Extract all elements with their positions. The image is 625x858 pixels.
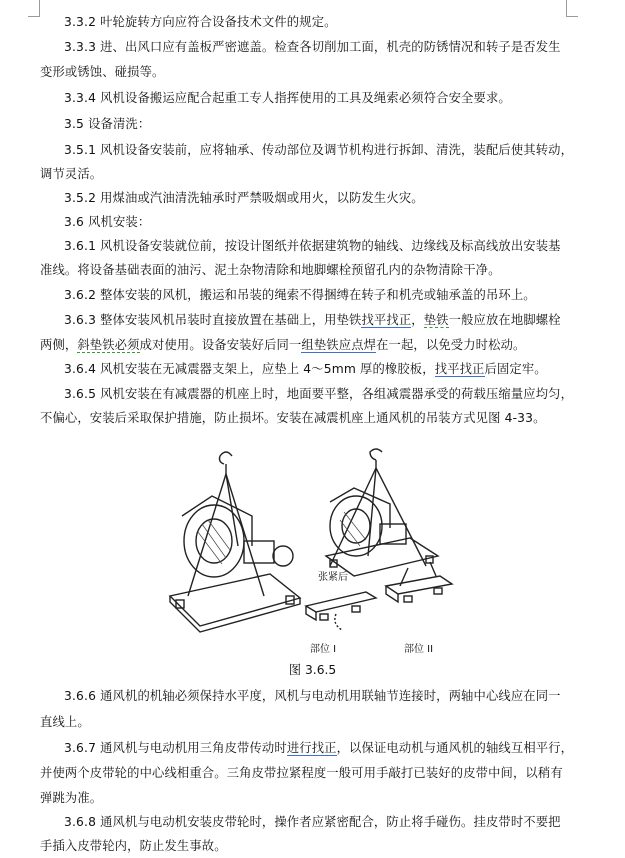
para-3-5-1-line1: 3.5.1 风机设备安装前，应将轴承、传动部位及调节机构进行拆卸、清洗，装配后使其转动， xyxy=(64,143,574,157)
para-3-6-8-line2: 手插入皮带轮内，防止发生事故。 xyxy=(40,839,227,853)
crane-hook-left xyxy=(220,452,233,464)
para-3-5-2: 3.5.2 用煤油或汽油清洗轴承时严禁吸烟或用火，以防发生火灾。 xyxy=(64,191,424,205)
para-3-6-7-line1 xyxy=(64,736,574,760)
text-span: 在一起，以免受力时松动。 xyxy=(376,338,526,352)
text-span: ，以保证电动机与通风机的轴线互相平行， xyxy=(336,741,574,755)
grammar-underline: 组垫铁应点焊 xyxy=(301,338,377,352)
para-3-6-5-line2: 不偏心，安装后采取保护措施，防止损坏。安装在减震机座上通风机的吊装方式见图 4-33。 xyxy=(40,411,546,425)
text-span: 成对使用。设备安装好后同一 xyxy=(139,338,302,352)
spell-underline: 垫铁 xyxy=(423,313,449,327)
para-3-6-6-line2: 直线上。 xyxy=(40,715,90,729)
para-3-6-2: 3.6.2 整体安装的风机，搬运和吊装的绳索不得捆缚在转子和机壳或轴承盖的吊环上。 xyxy=(64,288,536,302)
text-span: 3.6.3 整体安装风机吊装时直接放置在基础上，用垫铁 xyxy=(64,313,362,327)
heading-3-6: 3.6 风机安装： xyxy=(64,215,151,229)
fan-hoisting-illustration xyxy=(168,446,458,658)
pulley-left xyxy=(273,546,293,566)
heading-3-5: 3.5 设备清洗： xyxy=(64,117,151,131)
para-3-3-4: 3.3.4 风机设备搬运应配合起重工专人指挥使用的工具及绳索必须符合安全要求。 xyxy=(64,91,511,105)
text-span: ， xyxy=(411,313,424,327)
para-3-3-3-line2: 变形或锈蚀、碰损等。 xyxy=(40,65,165,79)
para-3-6-6-line1: 3.6.6 通风机的机轴必须保持水平度，风机与电动机用联轴节连接时，两轴中心线应在同一 xyxy=(64,689,561,703)
crane-hook-right xyxy=(370,449,382,460)
para-3-6-3-line2 xyxy=(40,333,574,357)
text-span: 后固定牢。 xyxy=(484,362,547,376)
label-part-2: 部位 II xyxy=(404,644,434,655)
para-3-6-3-line1 xyxy=(64,308,574,332)
fan-hoisting-figure xyxy=(168,446,458,658)
grammar-underline: 找平找正 xyxy=(434,362,485,376)
para-3-6-5-line1: 3.6.5 风机安装在有减震器的机座上时，地面要平整，各组减震器承受的荷载压缩量应均匀， xyxy=(64,387,574,401)
para-3-6-7-line3: 弹跳为准。 xyxy=(40,791,103,805)
page-corner-mark-left xyxy=(28,0,40,17)
grammar-underline: 进行找正 xyxy=(286,741,337,755)
figure-caption: 图 3.6.5 xyxy=(288,663,337,677)
para-3-5-1-line2: 调节灵活。 xyxy=(40,167,103,181)
text-span: 一般应放在地脚螺栓 xyxy=(448,313,561,327)
para-3-6-7-line2: 并使两个皮带轮的中心线相重合。三角皮带拉紧程度一般可用手敲打已装好的皮带中间，以稍有 xyxy=(40,766,563,780)
spell-underline: 斜垫铁必须 xyxy=(77,338,140,352)
detail-part-1 xyxy=(306,592,376,612)
base-frame-left xyxy=(170,574,300,626)
para-3-6-4 xyxy=(64,357,574,381)
grammar-underline: 找平找正 xyxy=(361,313,412,327)
label-part-1: 部位 I xyxy=(310,644,337,655)
para-3-3-3-line1: 3.3.3 进、出风口应有盖板严密遮盖。检查各切削加工面，机壳的防锈情况和转子是否发生 xyxy=(64,40,561,54)
para-3-6-1-line1: 3.6.1 风机设备安装就位前，按设计图纸并依据建筑物的轴线、边缘线及标高线放出安装基 xyxy=(64,239,561,253)
para-3-6-1-line2: 准线。将设备基础表面的油污、泥土杂物清除和地脚螺栓预留孔内的杂物清除干净。 xyxy=(40,263,501,277)
text-span: 3.6.4 风机安装在无减震器支架上，应垫上 4～5mm 厚的橡胶板， xyxy=(64,362,435,376)
para-3-3-2: 3.3.2 叶轮旋转方向应符合设备技术文件的规定。 xyxy=(64,15,337,29)
text-span: 两侧， xyxy=(40,338,78,352)
sling-line xyxy=(376,468,426,566)
label-after-tension: 张紧后 xyxy=(318,572,348,583)
text-span: 3.6.7 通风机与电动机用三角皮带传动时 xyxy=(64,741,287,755)
sling-line xyxy=(188,474,226,596)
para-3-6-8-line1: 3.6.8 通风机与电动机安装皮带轮时，操作者应紧密配合，防止将手碰伤。挂皮带时不要把 xyxy=(64,815,561,829)
fan-housing-right xyxy=(330,496,382,556)
